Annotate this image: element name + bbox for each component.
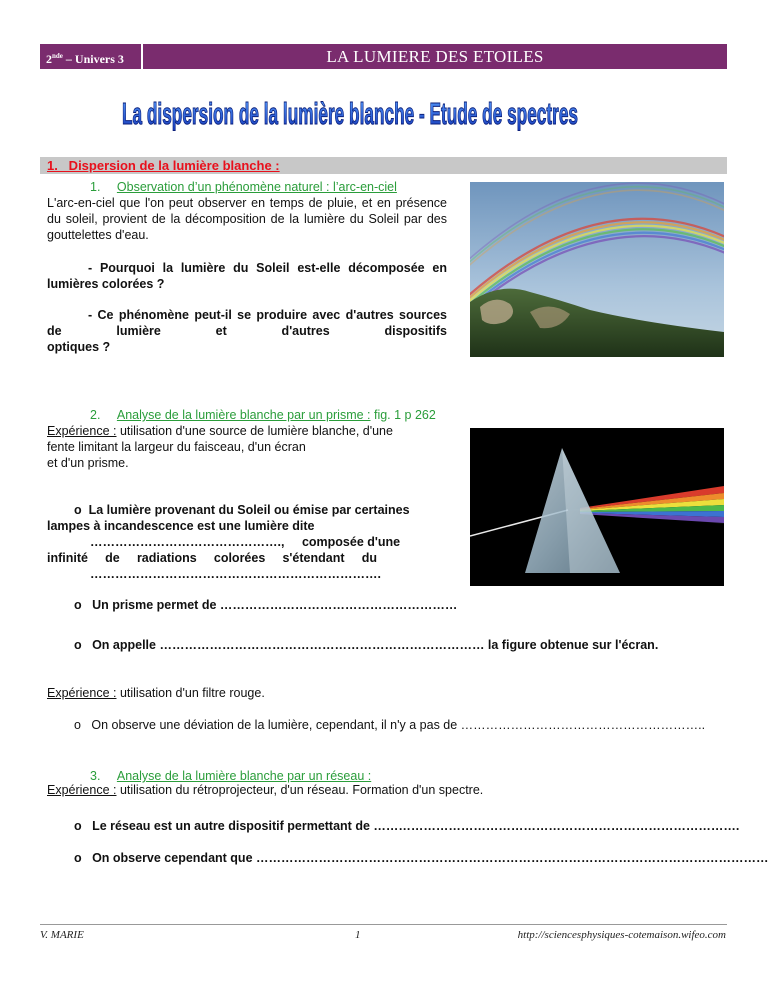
experience-1-line2: fente limitant la largeur du faisceau, d'un écran <box>47 440 306 454</box>
level-sup: nde <box>52 52 63 60</box>
footer-url[interactable]: http://sciencesphysiques-cotemaison.wifeo.com <box>517 929 726 941</box>
experience-2 <box>47 685 265 701</box>
level-badge <box>40 44 141 69</box>
sub-2-title: Analyse de la lumière blanche par un prisme : <box>116 408 371 422</box>
question-2-line2: optiques ? <box>47 340 111 354</box>
header-title: LA LUMIERE DES ETOILES <box>143 44 727 69</box>
bullet-5-text: Le réseau est un autre dispositif permettant de ……………………………………………………………………………. <box>92 819 740 833</box>
bullet-4-text: On observe une déviation de la lumière, cependant, il n'y a pas de ………………………………………………….. <box>91 718 706 732</box>
bullet-5 <box>74 818 739 834</box>
experience-label: Expérience : <box>47 424 117 438</box>
bullet-1-l1: La lumière provenant du Soleil ou émise par certaines <box>88 503 410 517</box>
univers: – Univers 3 <box>62 52 124 66</box>
sub-1-title: Observation d’un phénomène naturel : l’arc-en-ciel <box>116 180 397 194</box>
bullet-marker: o <box>74 819 82 833</box>
sub-1-paragraph: L'arc-en-ciel que l'on peut observer en temps de pluie, et en présence du soleil, provient de la décomposition de la lumière du Soleil par des gouttelettes d'eau. <box>47 196 447 242</box>
bullet-marker: o <box>74 718 81 732</box>
bullet-1-l4f: du <box>361 551 377 565</box>
bullet-3 <box>74 637 658 653</box>
experience-3-text: utilisation du rétroprojecteur, d'un réseau. Formation d'un spectre. <box>116 783 484 797</box>
bullet-4 <box>74 717 705 733</box>
page-title-text: La dispersion de la lumière blanche - Etude de spectres <box>122 96 578 131</box>
sub-1-heading <box>90 178 397 196</box>
sub-1-num: 1. <box>90 180 101 194</box>
bullet-1-l4b: de <box>105 551 120 565</box>
experience-3-label: Expérience : <box>47 783 117 797</box>
sub-3-num: 3. <box>90 769 101 783</box>
footer-author: V. MARIE <box>40 929 84 941</box>
bullet-1-line4 <box>47 550 377 566</box>
page-title <box>118 88 582 138</box>
experience-2-text: utilisation d'un filtre rouge. <box>116 686 265 700</box>
bullet-1-l4d: colorées <box>213 551 266 565</box>
level: 2 <box>46 52 52 66</box>
bullet-marker: o <box>74 598 82 612</box>
bullet-1-line2: lampes à incandescence est une lumière dite <box>47 519 315 533</box>
bullet-6 <box>74 850 768 866</box>
bullet-1-l3a: ………………………………………., <box>90 535 285 549</box>
bullet-2-text: Un prisme permet de ………………………………………………… <box>92 598 458 612</box>
footer-page-number: 1 <box>355 929 361 941</box>
section-1-title: 1. Dispersion de la lumière blanche : <box>47 158 280 173</box>
bullet-marker: o <box>74 503 82 517</box>
bullet-1-line1 <box>74 502 410 518</box>
bullet-1-l4a: infinité <box>47 551 88 565</box>
prism-dispersion-photo <box>470 428 724 586</box>
experience-2-label: Expérience : <box>47 686 117 700</box>
bullet-1-line5: ……………………………………………………………. <box>90 567 381 581</box>
bullet-1-l3b: composée d'une <box>301 535 401 549</box>
experience-1-line1 <box>47 423 393 439</box>
sub-2-num: 2. <box>90 408 101 422</box>
sub-3-title: Analyse de la lumière blanche par un réseau : <box>116 769 372 783</box>
experience-1-text: utilisation d'une source de lumière blanche, d'une <box>116 424 393 438</box>
bullet-1-l4c: radiations <box>136 551 197 565</box>
question-1: - Pourquoi la lumière du Soleil est-elle décomposée en lumières colorées ? <box>47 261 447 291</box>
question-2-line1: - Ce phénomène peut-il se produire avec d'autres sources de lumière et d'autres dispositifs <box>47 308 447 338</box>
bullet-1-l4e: s'étendant <box>282 551 345 565</box>
sub-2-heading <box>90 406 436 424</box>
bullet-2 <box>74 597 457 613</box>
sub-2-ref: fig. 1 p 262 <box>370 408 436 422</box>
bullet-1-line3 <box>90 534 400 550</box>
bullet-marker: o <box>74 851 82 865</box>
footer-divider <box>40 924 727 925</box>
experience-1-line3: et d'un prisme. <box>47 456 129 470</box>
rainbow-photo <box>470 182 724 357</box>
experience-3 <box>47 782 483 798</box>
bullet-marker: o <box>74 638 82 652</box>
bullet-3-text: On appelle …………………………………………………………………… la figure obtenue sur l'écran. <box>92 638 659 652</box>
bullet-6-text: On observe cependant que …………………………………………………………………………………………………………… <box>92 851 768 865</box>
